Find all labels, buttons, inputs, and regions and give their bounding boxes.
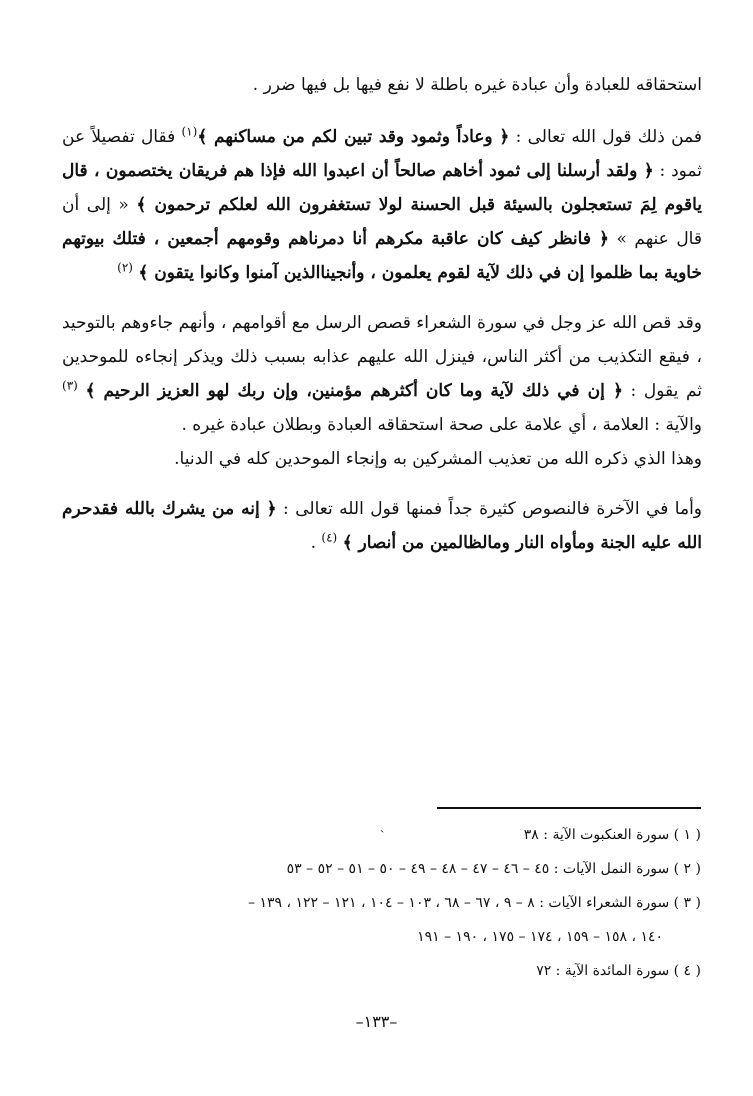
paragraph-thamud: فمن ذلك قول الله تعالى : ﴿ وعاداً وثمود وقد تبين لكم من مساكنهم ﴾$^{(١)}$ فقال تفصيلاً عن ثمود : ﴿ ولقد أرسلنا إلى ثمود أخاهم صالحاً أن اعبدوا الله فإذا هم فريقان يختصمون ، قال ياقوم لِمَ تستعجلون بالسيئة قبل الحسنة لولا تستغفرون الله لعلكم ترحمون ﴾ « إلى أن قال عنهم » ﴿ فانظر كيف كان عاقبة مكرهم أنا دمرناهم وقومهم أجمعين ، فتلك بيوتهم خاوية بما ظلموا إن في ذلك لآية لقوم يعلمون ، وأنجيناالذين آمنوا وكانوا يتقون ﴾ $^{(٢)}$ [62,124,702,283]
quran-verse: ﴿ ولقد أرسلنا إلى ثمود أخاهم صالحاً أن اعبدوا الله فإذا هم فريقان يختصمون ، قال ياقوم لِمَ تستعجلون بالسيئة قبل الحسنة لولا تستغفرون الله لعلكم ترحمون ﴾ [62,161,702,215]
footnote-2: ( ٢ ) سورة النمل الآيات : ٤٥ – ٤٦ – ٤٧ – ٤٨ – ٤٩ – ٥٠ – ٥١ – ٥٢ – ٥٣ [286,861,701,877]
stray-mark: ˏ [380,819,385,834]
paragraph-akhira: وأما في الآخرة فالنصوص كثيرة جداً فمنها قول الله تعالى : ﴿ إنه من يشرك بالله فقدحرم الله عليه الجنة ومأواه النار ومالظالمين من أنصار ﴾ $^{(٤)}$ . [62,499,702,553]
footnote-ref: (٣) [62,378,78,393]
main-text [62,68,702,560]
footnote-ref: (٤) [321,530,338,545]
footnote-ref: (١) [181,124,198,139]
footnote-divider [437,807,701,809]
quran-verse: ﴿ فانظر كيف كان عاقبة مكرهم أنا دمرناهم وقومهم أجمعين ، فتلك بيوتهم خاوية بما ظلموا إن في ذلك لآية لقوم يعلمون ، وأنجيناالذين آمنوا وكانوا يتقون ﴾ [62,229,702,283]
footnote-3: ( ٣ ) سورة الشعراء الآيات : ٨ – ٩ ، ٦٧ – ٦٨ ، ١٠٣ – ١٠٤ ، ١٢١ – ١٢٢ ، ١٣٩ – [248,895,701,911]
quran-verse: ﴿ وعاداً وثمود وقد تبين لكم من مساكنهم ﴾ [197,127,510,147]
page-number: –١٣٣– [355,1012,398,1031]
quran-verse: ﴿ إن في ذلك لآية وما كان أكثرهم مؤمنين، وإن ربك لهو العزيز الرحيم ﴾ [85,381,623,401]
footnote-1: ( ١ ) سورة العنكبوت الآية : ٣٨ [523,827,701,843]
footnote-ref: (٢) [117,260,133,275]
quran-verse: ﴿ إنه من يشرك بالله فقدحرم الله عليه الجنة ومأواه النار ومالظالمين من أنصار ﴾ [62,499,702,553]
footnote-3-continued: ١٤٠ ، ١٥٨ – ١٥٩ ، ١٧٤ – ١٧٥ ، ١٩٠ – ١٩١ [417,929,663,945]
footnote-4: ( ٤ ) سورة المائدة الآية : ٧٢ [536,963,701,979]
footnotes [51,818,701,988]
paragraph-dunya: وهذا الذي ذكره الله من تعذيب المشركين به وإنجاء الموحدين كله في الدنيا. [174,449,702,469]
paragraph-shuara: وقد قص الله عز وجل في سورة الشعراء قصص الرسل مع أقوامهم ، وأنهم جاءوهم بالتوحيد ، فيقع التكذيب من أكثر الناس، فينزل الله عليهم عذابه بسبب ذلك ويذكر إنجاءه للموحدين ثم يقول : ﴿ إن في ذلك لآية وما كان أكثرهم مؤمنين، وإن ربك لهو العزيز الرحيم ﴾ $^{(٣)}$ والآية : العلامة ، أي علامة على صحة استحقاقه العبادة وبطلان عبادة غيره . [62,313,702,435]
paragraph-intro: استحقاقه للعبادة وأن عبادة غيره باطلة لا نفع فيها بل فيها ضرر . [252,75,702,95]
